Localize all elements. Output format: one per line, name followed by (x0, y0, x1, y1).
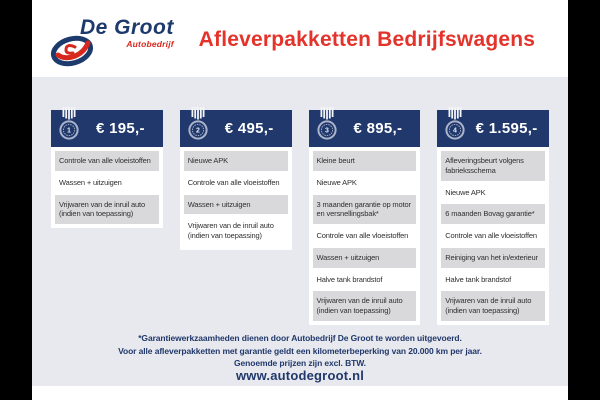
package-card-3 (309, 110, 421, 325)
package-3-header (309, 110, 421, 147)
package-item: Vrijwaren van de inruil auto (indien van toepassing) (184, 216, 288, 246)
website-link[interactable]: www.autodegroot.nl (235, 368, 365, 383)
package-item: Controle van alle vloeistoffen (441, 226, 545, 246)
svg-text:4: 4 (453, 127, 458, 135)
medal-2-icon (185, 107, 211, 145)
footnote-line: *Garantiewerkzaamheden dienen door Autobedrijf De Groot te worden uitgevoerd. (138, 332, 462, 343)
logo-text (80, 15, 174, 69)
package-item: Vrijwaren van de inruil auto (indien van toepassing) (313, 291, 417, 321)
package-item: Reiniging van het in/exterieur (441, 248, 545, 268)
medal-4-icon (442, 107, 468, 145)
package-card-1 (51, 110, 163, 228)
package-item: Controle van alle vloeistoffen (313, 226, 417, 246)
svg-text:3: 3 (324, 127, 329, 135)
content-area (32, 77, 568, 386)
medal-1-icon (56, 107, 82, 145)
svg-text:1: 1 (67, 127, 71, 135)
package-item: Afleveringsbeurt volgens fabrieksschema (441, 151, 545, 181)
package-card-4 (437, 110, 549, 325)
medal-3-icon (314, 107, 340, 145)
package-3-price: € 895,- (353, 120, 403, 137)
flyer (32, 0, 568, 400)
package-2-header (180, 110, 292, 147)
package-card-2 (180, 110, 292, 250)
logo-name: De Groot (80, 15, 174, 39)
package-item: Controle van alle vloeistoffen (55, 151, 159, 171)
package-2-items (180, 147, 292, 250)
package-item: 3 maanden garantie op motor en versnellingsbak* (313, 195, 417, 225)
package-item: Wassen + uitzuigen (313, 248, 417, 268)
svg-text:2: 2 (195, 127, 200, 135)
package-1-price: € 195,- (95, 120, 145, 137)
package-2-price: € 495,- (224, 120, 274, 137)
package-item: Nieuwe APK (313, 173, 417, 193)
package-item: Halve tank brandstof (313, 270, 417, 290)
footnotes (32, 332, 568, 370)
package-item: Kleine beurt (313, 151, 417, 171)
package-item: Wassen + uitzuigen (55, 173, 159, 193)
package-item: Nieuwe APK (184, 151, 288, 171)
package-item: Halve tank brandstof (441, 270, 545, 290)
page-title: Afleverpakketten Bedrijfswagens (198, 27, 536, 51)
package-item: Controle van alle vloeistoffen (184, 173, 288, 193)
package-3-items (309, 147, 421, 325)
package-1-header (51, 110, 163, 147)
degroot-logo (48, 15, 174, 69)
package-4-price: € 1.595,- (475, 120, 538, 137)
footnote-line: Genoemde prijzen zijn excl. BTW. (234, 358, 366, 369)
package-item: Nieuwe APK (441, 183, 545, 203)
package-1-items (51, 147, 163, 228)
package-item: Wassen + uitzuigen (184, 195, 288, 215)
logo-subtitle: Autobedrijf (126, 38, 174, 49)
page-header (32, 0, 568, 77)
package-item: 6 maanden Bovag garantie* (441, 204, 545, 224)
package-4-items (437, 147, 549, 325)
package-item: Vrijwaren van de inruil auto (indien van toepassing) (55, 195, 159, 225)
package-item: Vrijwaren van de inruil auto (indien van toepassing) (441, 291, 545, 321)
footnote-line: Voor alle afleverpakketten met garantie geldt een kilometerbeperking van 20.000 km per jaar. (118, 345, 482, 356)
package-columns (51, 110, 549, 325)
package-4-header (437, 110, 549, 147)
